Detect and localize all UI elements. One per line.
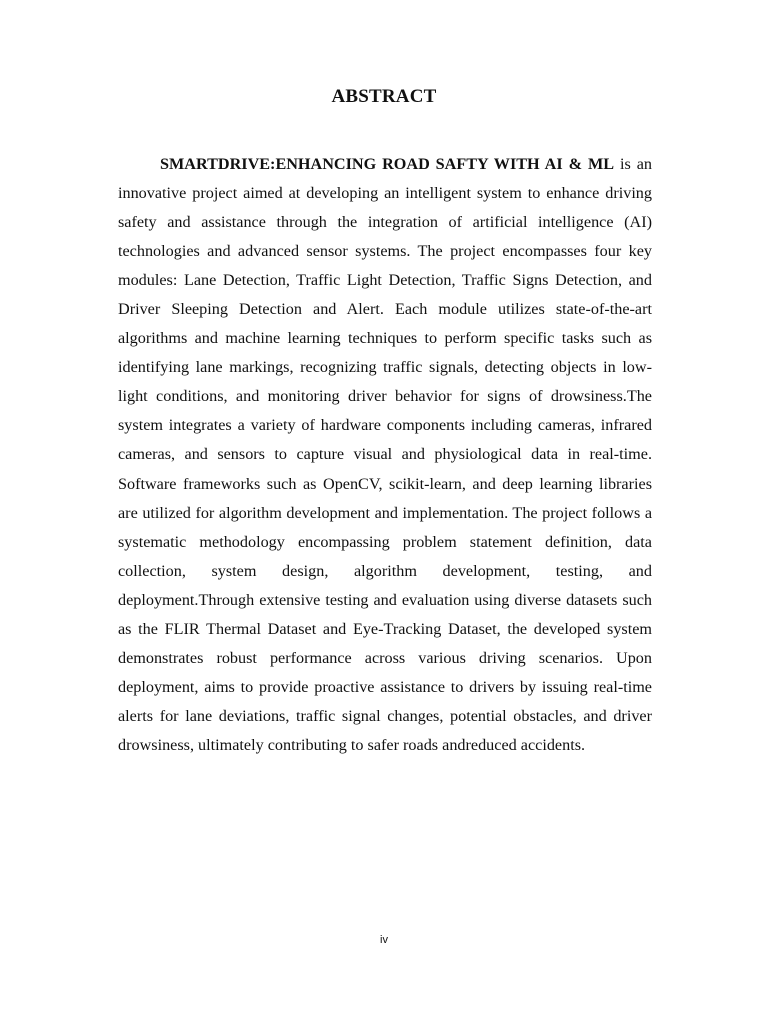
- abstract-body-text: is an innovative project aimed at developing an intelligent system to enhance driving safety and assistance through the integration of artificial intelligence (AI) technologies and advanced sensor systems. The project encompasses four key modules: Lane Detection, Traffic Light Detection, Traffic Signs Detection, and Driver Sleeping Detection and Alert. Each module utilizes state-of-the-art algorithms and machine learning techniques to perform specific tasks such as identifying lane markings, recognizing traffic signals, detecting objects in low-light conditions, and monitoring driver behavior for signs of drowsiness.The system integrates a variety of hardware components including cameras, infrared cameras, and sensors to capture visual and physiological data in real-time. Software frameworks such as OpenCV, scikit-learn, and deep learning libraries are utilized for algorithm development and implementation. The project follows a systematic methodology encompassing problem statement definition, data collection, system design, algorithm development, testing, and deployment.Through extensive testing and evaluation using diverse datasets such as the FLIR Thermal Dataset and Eye-Tracking Dataset, the developed system demonstrates robust performance across various driving scenarios. Upon deployment, aims to provide proactive assistance to drivers by issuing real-time alerts for lane deviations, traffic signal changes, potential obstacles, and driver drowsiness, ultimately contributing to safer roads andreduced accidents.: [118, 155, 652, 754]
- abstract-heading: ABSTRACT: [331, 86, 437, 107]
- abstract-paragraph: [118, 150, 652, 760]
- page-number: iv: [380, 934, 388, 946]
- project-title: SMARTDRIVE:ENHANCING ROAD SAFTY WITH AI & ML: [160, 155, 615, 173]
